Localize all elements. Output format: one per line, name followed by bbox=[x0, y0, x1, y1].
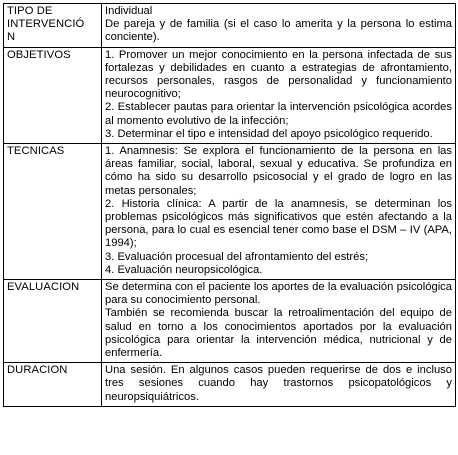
row-content-tecnicas bbox=[102, 144, 456, 280]
table-row-objetivos bbox=[4, 47, 456, 143]
label-text: DURACION bbox=[7, 364, 68, 377]
row-content-tipo-intervencion bbox=[102, 4, 456, 48]
table-row-tecnicas bbox=[4, 144, 456, 280]
content-paragraph: Una sesión. En algunos casos pueden requerirse de dos e incluso tres sesiones cuando hay trastornos psicopatológicos y neuropsiquiátricos. bbox=[105, 364, 452, 403]
row-label-objetivos bbox=[4, 47, 102, 143]
label-text: OBJETIVOS bbox=[7, 48, 71, 61]
content-paragraph: 2. Historia clínica: A partir de la anamnesis, se determinan los problemas psicológicos más significativos que estén afectando a la persona, para lo cual es esencial tener como base el DSM – IV (APA, 1994); bbox=[105, 197, 452, 250]
label-text: EVALUACION bbox=[7, 281, 80, 294]
content-paragraph: 1. Anamnesis: Se explora el funcionamiento de la persona en las áreas familiar, social, laboral, sexual y educativa. Se profundiza en cómo ha sido su desarrollo psicosocial y el grado de logro en las metas personales; bbox=[105, 145, 452, 197]
content-paragraph: 4. Evaluación neuropsicológica. bbox=[105, 263, 263, 276]
label-text: TIPO DE INTERVENCIÓ N bbox=[7, 5, 85, 44]
content-paragraph: 1. Promover un mejor conocimiento en la persona infectada de sus fortalezas y debilidades en cuanto a estrategias de afrontamiento, recursos personales, rasgos de personalidad y funcionamiento neurocognitivo; bbox=[105, 48, 452, 101]
row-label-tipo-intervencion bbox=[4, 4, 102, 48]
row-content-evaluacion bbox=[102, 280, 456, 363]
content-paragraph: De pareja y de familia (si el caso lo amerita y la persona lo estima conciente). bbox=[105, 18, 452, 44]
table-row-tipo-intervencion bbox=[4, 4, 456, 48]
table-row-duracion bbox=[4, 363, 456, 407]
row-content-objetivos bbox=[102, 47, 456, 143]
content-paragraph: 2. Establecer pautas para orientar la intervención psicológica acordes al momento evolutivo de la infección; bbox=[105, 101, 452, 127]
content-paragraph: Individual bbox=[105, 5, 153, 17]
row-label-duracion bbox=[4, 363, 102, 407]
intervention-table bbox=[3, 3, 456, 407]
row-content-duracion bbox=[102, 363, 456, 407]
content-paragraph: 3. Evaluación procesual del afrontamiento del estrés; bbox=[105, 250, 369, 263]
content-paragraph: También se recomienda buscar la retroalimentación del equipo de salud en torno a los conocimientos aportados por la evaluación psicológica para orientar la intervención médica, nutricional y de enfermería. bbox=[105, 307, 452, 360]
label-text: TECNICAS bbox=[7, 145, 65, 158]
content-paragraph: Se determina con el paciente los aportes de la evaluación psicológica para su conocimiento personal. bbox=[105, 281, 452, 307]
row-label-evaluacion bbox=[4, 280, 102, 363]
content-paragraph: 3. Determinar el tipo e intensidad del apoyo psicológico requerido. bbox=[105, 127, 433, 140]
row-label-tecnicas bbox=[4, 144, 102, 280]
table-row-evaluacion bbox=[4, 280, 456, 363]
